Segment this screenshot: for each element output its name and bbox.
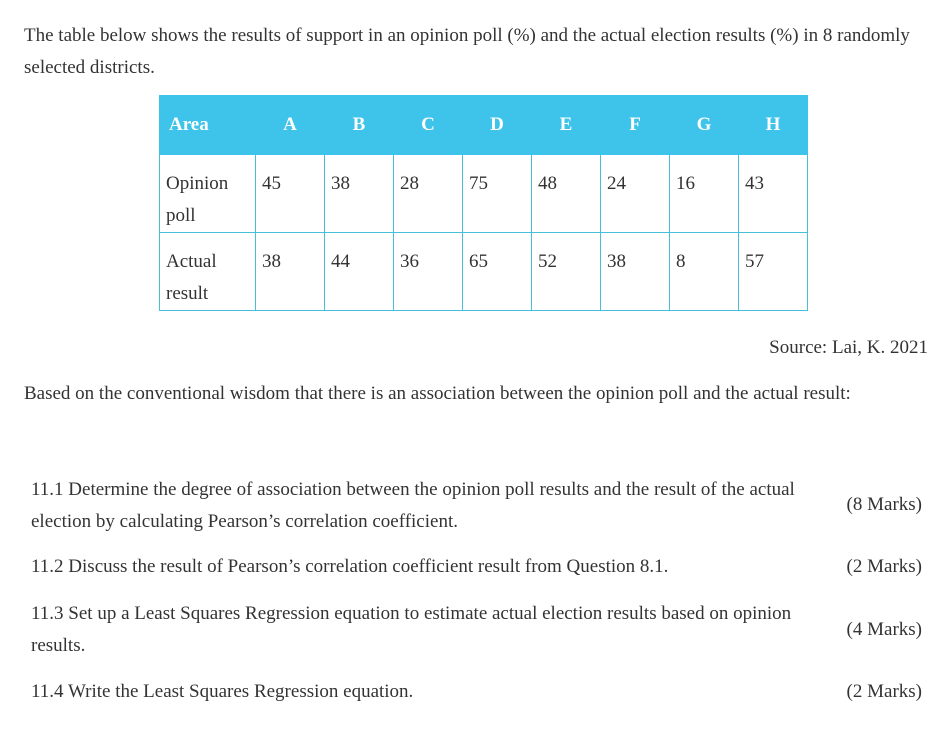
header-a: A — [256, 96, 325, 155]
header-f: F — [601, 96, 670, 155]
table-header-row — [160, 96, 808, 155]
question-11-4-marks: (2 Marks) — [846, 681, 922, 702]
header-d: D — [463, 96, 532, 155]
header-b: B — [325, 96, 394, 155]
poll-results-table — [159, 95, 808, 311]
table-cell: 16 — [670, 155, 739, 233]
table-cell: 45 — [256, 155, 325, 233]
table-cell: 65 — [463, 233, 532, 311]
row-label: Actual result — [160, 233, 256, 311]
table-row-opinion-poll — [160, 155, 808, 233]
question-11-4 — [31, 676, 821, 708]
question-11-3-marks: (4 Marks) — [846, 619, 922, 640]
question-text: 11.2 Discuss the result of Pearson’s correlation coefficient result from Question 8.1. — [31, 556, 669, 577]
header-e: E — [532, 96, 601, 155]
table-cell: 38 — [325, 155, 394, 233]
header-h: H — [739, 96, 808, 155]
source-citation: Source: Lai, K. 2021 — [769, 337, 928, 358]
question-11-2-marks: (2 Marks) — [846, 556, 922, 577]
intro-paragraph: The table below shows the results of support in an opinion poll (%) and the actual election results (%) in 8 randomly selected districts. — [24, 25, 910, 78]
table-cell: 24 — [601, 155, 670, 233]
table-row-actual-result — [160, 233, 808, 311]
table-cell: 38 — [256, 233, 325, 311]
header-area: Area — [160, 96, 256, 155]
header-g: G — [670, 96, 739, 155]
table-cell: 52 — [532, 233, 601, 311]
table-cell: 43 — [739, 155, 808, 233]
table-cell: 36 — [394, 233, 463, 311]
table-cell: 38 — [601, 233, 670, 311]
row-label: Opinion poll — [160, 155, 256, 233]
table-cell: 44 — [325, 233, 394, 311]
question-11-2 — [31, 551, 821, 583]
question-text: 11.1 Determine the degree of association between the opinion poll results and the result of the actual election by calculating Pearson’s correlation coefficient. — [31, 479, 795, 532]
table-cell: 28 — [394, 155, 463, 233]
header-c: C — [394, 96, 463, 155]
question-text: 11.3 Set up a Least Squares Regression equation to estimate actual election results based on opinion results. — [31, 603, 792, 656]
table-cell: 8 — [670, 233, 739, 311]
question-11-3 — [31, 598, 821, 662]
table-cell: 48 — [532, 155, 601, 233]
question-text: 11.4 Write the Least Squares Regression equation. — [31, 681, 414, 702]
table-cell: 75 — [463, 155, 532, 233]
based-paragraph: Based on the conventional wisdom that there is an association between the opinion poll and the actual result: — [24, 383, 851, 404]
question-11-1 — [31, 474, 821, 538]
table-cell: 57 — [739, 233, 808, 311]
question-11-1-marks: (8 Marks) — [846, 494, 922, 515]
